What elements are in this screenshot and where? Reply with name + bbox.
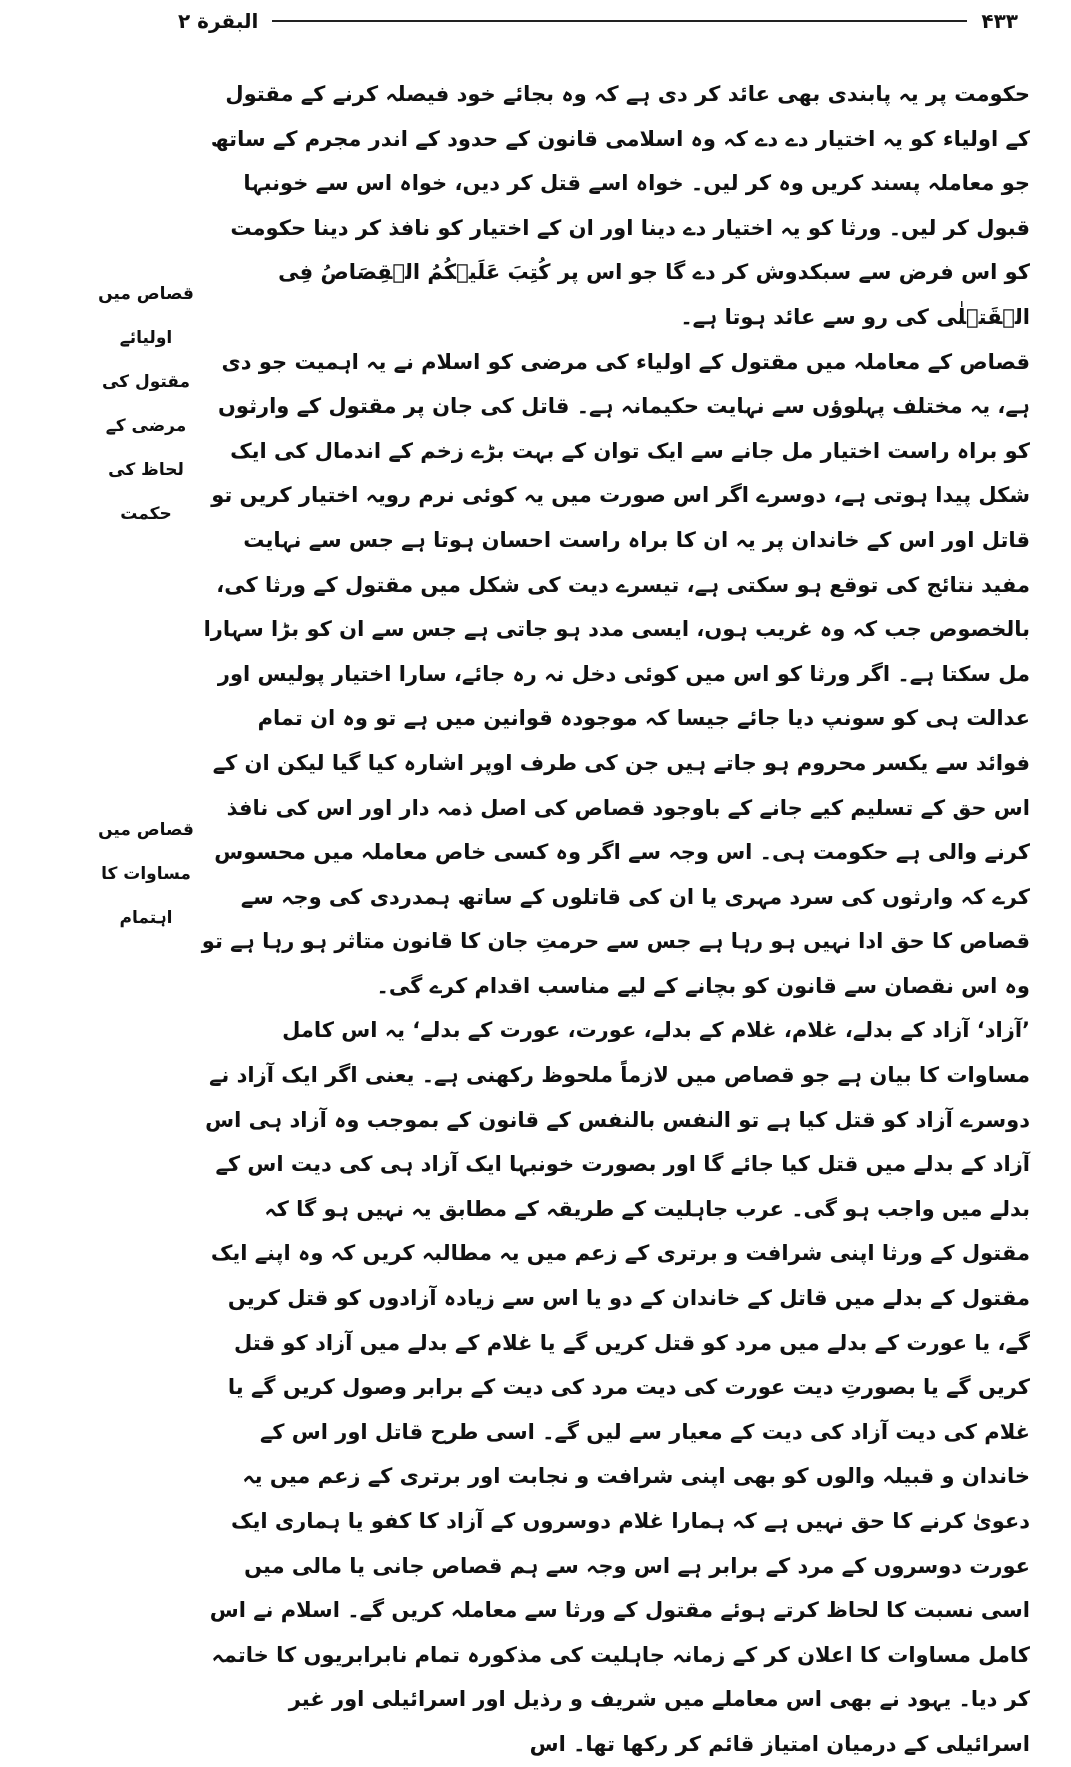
paragraph-2: قصاص کے معاملہ میں مقتول کے اولیاء کی مرضی کو اسلام نے یہ اہمیت جو دی ہے، یہ مختلف پہلوؤں سے نہایت حکیمانہ ہے۔ قاتل کی جان پر مقتول کے وارثوں کو براہ راست اختیار مل جانے سے ایک توان کے بہت بڑے زخم کے اندمال کی ایک شکل پیدا ہوتی ہے، دوسرے اگر اس صورت میں یہ کوئی نرم رویہ اختیار کریں تو قاتل اور اس کے خاندان پر یہ ان کا براہ راست احسان ہوتا ہے جس سے نہایت مفید نتائج کی توقع ہو سکتی ہے، تیسرے دیت کی شکل میں مقتول کے ورثا کی، بالخصوص جب کہ وہ غریب ہوں، ایسی مدد ہو جاتی ہے جس سے ان کو بڑا سہارا مل سکتا ہے۔ اگر ورثا کو اس میں کوئی دخل نہ رہ جائے، سارا اختیار پولیس اور عدالت ہی کو سونپ دیا جائے جیسا کہ موجودہ قوانین میں ہے تو وہ ان تمام فوائد سے یکسر محروم ہو جاتے ہیں جن کی طرف اوپر اشارہ کیا گیا لیکن ان کے اس حق کے تسلیم کیے جانے کے باوجود قصاص کی اصل ذمہ دار اور اس کی نافذ کرنے والی ہے حکومت ہی۔ اس وجہ سے اگر وہ کسی خاص معاملہ میں محسوس کرے کہ وارثوں کی سرد مہری یا ان کی قاتلوں کے ساتھ ہمدردی کی وجہ سے قصاص کا حق ادا نہیں ہو رہا ہے جس سے حرمتِ جان کا قانون متاثر ہو رہا ہے تو وہ اس نقصان سے قانون کو بچانے کے لیے مناسب اقدام کرے گی۔	[201, 349, 1030, 998]
running-header	[178, 6, 1018, 36]
margin-note-equality: قصاص میں مساوات کا اہتمام	[98, 820, 194, 928]
main-text	[200, 72, 1030, 1767]
paragraph-1: حکومت پر یہ پابندی بھی عائد کر دی ہے کہ وہ بجائے خود فیصلہ کرنے کے مقتول کے اولیاء کو یہ اختیار دے دے کہ وہ اسلامی قانون کے حدود کے اندر مجرم کے ساتھ جو معاملہ پسند کریں وہ کر لیں۔ خواہ اسے قتل کر دیں، خواہ اس سے خونبہا قبول کر لیں۔ ورثا کو یہ اختیار دے دینا اور ان کے اختیار کو نافذ کر دینا حکومت کو اس فرض سے سبکدوش کر دے گا جو اس پر کُتِبَ عَلَیۡکُمُ الۡقِصَاصُ فِی الۡقَتۡلٰی کی رو سے عائد ہوتا ہے۔	[210, 82, 1030, 329]
margin-note-wisdom: قصاص میں اولیائے مقتول کی مرضی کے لحاظ کی حکمت	[98, 284, 194, 524]
paragraph-3: ’آزاد‘ آزاد کے بدلے، غلام، غلام کے بدلے، عورت، عورت کے بدلے‘ یہ اس کامل مساوات کا بیان ہے جو قصاص میں لازماً ملحوظ رکھنی ہے۔ یعنی اگر ایک آزاد نے دوسرے آزاد کو قتل کیا ہے تو النفس بالنفس کے قانون کے بموجب وہ آزاد ہی اس آزاد کے بدلے میں قتل کیا جائے گا اور بصورت خونبہا ایک آزاد ہی کی دیت اس کے بدلے میں واجب ہو گی۔ عرب جاہلیت کے طریقہ کے مطابق یہ نہیں ہو گا کہ مقتول کے ورثا اپنی شرافت و برتری کے زعم میں یہ مطالبہ کریں کہ وہ اپنے ایک مقتول کے بدلے میں قاتل کے خاندان کے دو یا اس سے زیادہ آزادوں کو قتل کریں گے، یا عورت کے بدلے میں مرد کو قتل کریں گے یا غلام کے بدلے میں آزاد کو قتل کریں گے یا بصورتِ دیت عورت کی دیت مرد کی دیت کے برابر وصول کریں گے یا غلام کی دیت آزاد کی دیت کے معیار سے لیں گے۔ اسی طرح قاتل اور اس کے خاندان و قبیلہ والوں کو بھی اپنی شرافت و نجابت اور برتری کے زعم میں یہ دعویٰ کرنے کا حق نہیں ہے کہ ہمارا غلام دوسروں کے آزاد کا کفو یا ہماری ایک عورت دوسروں کے مرد کے برابر ہے اس وجہ سے ہم قصاص جانی یا مالی میں اسی نسبت کا لحاظ کرتے ہوئے مقتول کے ورثا سے معاملہ کریں گے۔ اسلام نے اس کامل مساوات کا اعلان کر کے زمانہ جاہلیت کی مذکورہ تمام نابرابریوں کا خاتمہ کر دیا۔ یہود نے بھی اس معاملے میں شریف و رذیل اور اسرائیلی اور غیر اسرائیلی کے درمیان امتیاز قائم کر رکھا تھا۔ اس	[205, 1018, 1030, 1756]
header-rule	[272, 20, 967, 22]
page-number: ۴۳۳	[981, 9, 1018, 33]
surah-title: البقرة ۲	[178, 9, 259, 33]
